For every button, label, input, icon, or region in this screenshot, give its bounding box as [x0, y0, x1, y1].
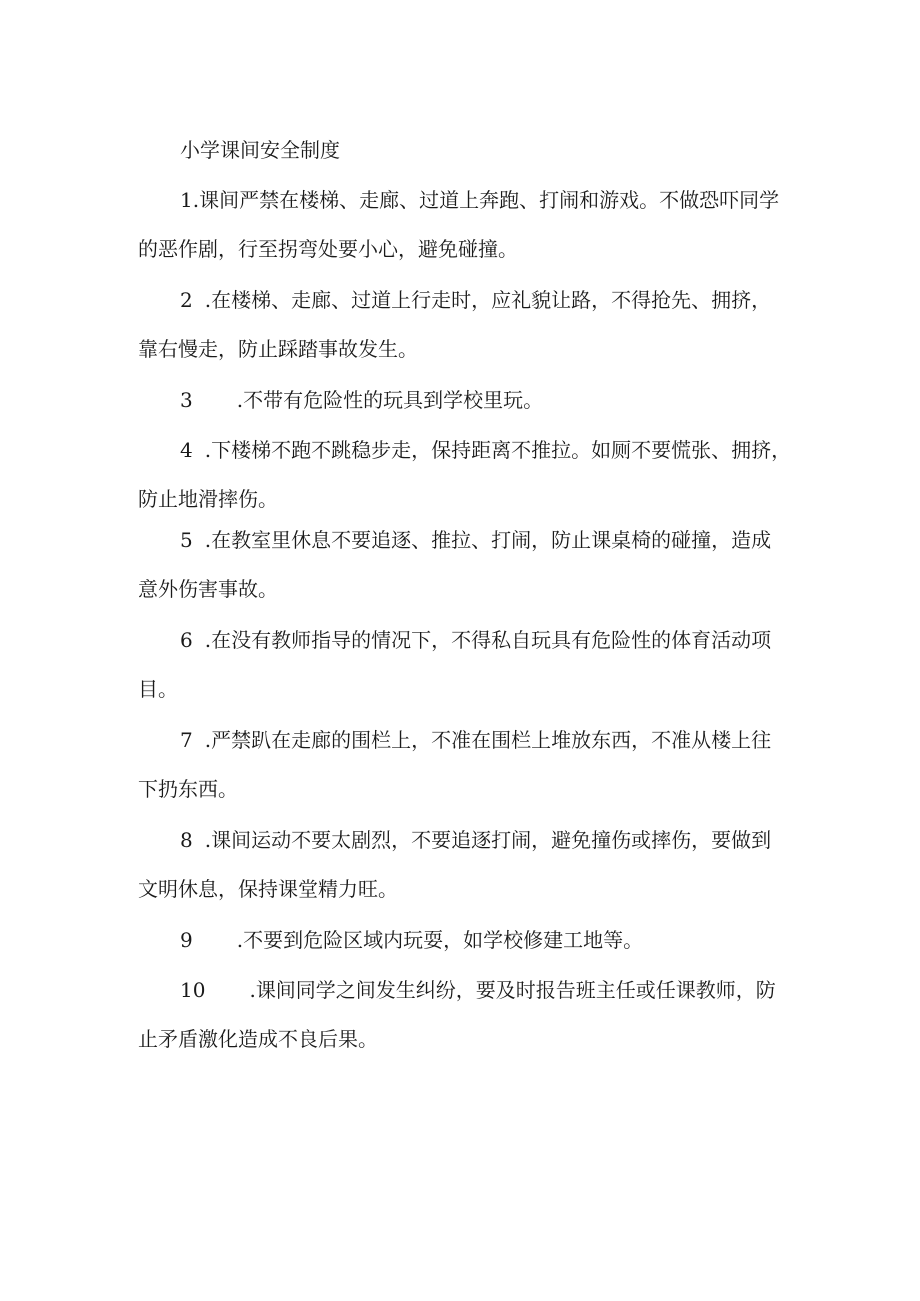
clause-line: 9 .不要到危险区域内玩耍，如学校修建工地等。: [138, 916, 788, 965]
clause-line: 目。: [138, 677, 178, 701]
clause-line: 6 .在没有教师指导的情况下，不得私自玩具有危险性的体育活动项: [138, 616, 788, 665]
clause-line: 文明休息，保持课堂精力旺。: [138, 877, 398, 901]
clause-1: [138, 176, 788, 274]
clause-text: 下楼梯不跑不跳稳步走，保持距离不推拉。如厕不要慌张、拥挤，: [211, 438, 792, 462]
clause-line: 止矛盾激化造成不良后果。: [138, 1027, 378, 1051]
clause-line: 下扔东西。: [138, 777, 238, 801]
clause-number: 2: [180, 288, 193, 312]
clause-line: 意外伤害事故。: [138, 577, 278, 601]
clause-number: 6: [180, 628, 193, 652]
clause-6: [138, 616, 788, 714]
clause-text: 在楼梯、走廊、过道上行走时，应礼貌让路，不得抢先、拥挤，: [211, 288, 772, 312]
clause-line: 8 .课间运动不要太剧烈，不要追逐打闹，避免撞伤或摔伤，要做到: [138, 816, 788, 865]
clause-line: 靠右慢走，防止踩踏事故发生。: [138, 337, 418, 361]
clause-line: 7 .严禁趴在走廊的围栏上，不准在围栏上堆放东西，不准从楼上往: [138, 716, 788, 765]
clause-text: 不带有危险性的玩具到学校里玩。: [243, 388, 544, 412]
clause-line: 3 .不带有危险性的玩具到学校里玩。: [138, 376, 788, 425]
clause-7: [138, 716, 788, 814]
clause-line: 5 .在教室里休息不要追逐、推拉、打闹，防止课桌椅的碰撞，造成: [138, 516, 788, 565]
clause-number: 10: [180, 978, 206, 1002]
clause-number: 1: [180, 188, 193, 212]
clause-line: 1.课间严禁在楼梯、走廊、过道上奔跑、打闹和游戏。不做恐吓同学: [138, 176, 788, 225]
clause-number: 9: [180, 928, 193, 952]
clause-2: [138, 276, 788, 374]
clause-text: 在没有教师指导的情况下，不得私自玩具有危险性的体育活动项: [211, 628, 772, 652]
clause-line: 2 .在楼梯、走廊、过道上行走时，应礼貌让路，不得抢先、拥挤，: [138, 276, 788, 325]
clause-line: 防止地滑摔伤。: [138, 487, 278, 511]
clause-line: 4 .下楼梯不跑不跳稳步走，保持距离不推拉。如厕不要慌张、拥挤，: [138, 426, 788, 475]
clause-text: 严禁趴在走廊的围栏上，不准在围栏上堆放东西，不准从楼上往: [211, 728, 772, 752]
clause-9: [138, 916, 788, 965]
clause-number: 8: [180, 828, 193, 852]
clause-line: 10 .课间同学之间发生纠纷，要及时报告班主任或任课教师，防: [138, 966, 788, 1015]
clause-text: 课间严禁在楼梯、走廊、过道上奔跑、打闹和游戏。不做恐吓同学: [199, 188, 780, 212]
clause-10: [138, 966, 788, 1064]
clause-5: [138, 516, 788, 614]
document-title: 小学课间安全制度: [180, 138, 340, 162]
clause-number: 5: [180, 528, 193, 552]
clause-text: 在教室里休息不要追逐、推拉、打闹，防止课桌椅的碰撞，造成: [211, 528, 772, 552]
clause-text: 不要到危险区域内玩耍，如学校修建工地等。: [243, 928, 644, 952]
clause-8: [138, 816, 788, 914]
clause-4: [138, 426, 792, 524]
clause-3: [138, 376, 788, 425]
clause-text: 课间运动不要太剧烈，不要追逐打闹，避免撞伤或摔伤，要做到: [211, 828, 772, 852]
clause-number: 4: [180, 438, 193, 462]
clause-text: 课间同学之间发生纠纷，要及时报告班主任或任课教师，防: [255, 978, 776, 1002]
clause-number: 7: [180, 728, 193, 752]
clause-line: 的恶作剧，行至拐弯处要小心，避免碰撞。: [138, 237, 518, 261]
clause-number: 3: [180, 388, 193, 412]
